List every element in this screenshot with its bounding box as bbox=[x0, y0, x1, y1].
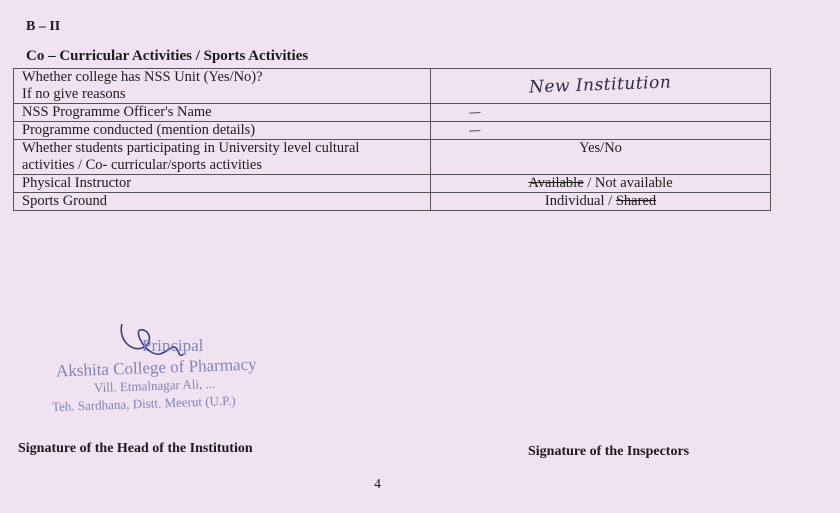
question-text: Programme conducted (mention details) bbox=[22, 122, 256, 138]
question-text: Whether college has NSS Unit (Yes/No)? bbox=[22, 69, 263, 85]
activities-table bbox=[13, 68, 771, 211]
question-text: Whether students participating in University level cultural bbox=[22, 140, 360, 156]
question-cell bbox=[14, 104, 431, 122]
table-row bbox=[14, 140, 771, 175]
table-row bbox=[14, 69, 771, 104]
table-row bbox=[14, 104, 771, 122]
stamp-title: Principal bbox=[142, 336, 204, 355]
handwritten-dash: — bbox=[468, 122, 482, 138]
answer-text: Individual / bbox=[544, 193, 616, 209]
handwritten-answer: New Institution bbox=[529, 72, 672, 98]
question-cell bbox=[14, 122, 431, 140]
page-number: 4 bbox=[374, 477, 381, 492]
question-cell bbox=[14, 140, 431, 175]
question-cell bbox=[14, 69, 431, 104]
question-cell bbox=[14, 175, 431, 193]
answer-cell bbox=[431, 69, 771, 104]
answer-cell bbox=[431, 122, 771, 140]
table-row bbox=[14, 193, 771, 211]
inspectors-signature-label: Signature of the Inspectors bbox=[528, 444, 690, 459]
question-text: NSS Programme Officer's Name bbox=[22, 104, 212, 120]
question-text: Sports Ground bbox=[22, 193, 107, 209]
struck-option: Shared bbox=[615, 193, 657, 209]
section-title: Co – Curricular Activities / Sports Activities bbox=[26, 48, 309, 64]
handwritten-dash: — bbox=[468, 104, 482, 120]
answer-text: Yes/No bbox=[579, 140, 622, 156]
stamp-institution: Akshita College of Pharmacy bbox=[55, 354, 257, 381]
question-cell bbox=[14, 193, 431, 211]
question-text: Physical Instructor bbox=[22, 175, 132, 191]
answer-cell bbox=[431, 140, 771, 175]
answer-text: / Not available bbox=[583, 175, 673, 191]
answer-cell bbox=[431, 104, 771, 122]
table-row bbox=[14, 175, 771, 193]
question-text: activities / Co- curricular/sports activities bbox=[22, 157, 262, 173]
institution-stamp bbox=[50, 318, 330, 428]
question-text: If no give reasons bbox=[22, 86, 126, 102]
struck-option: Available bbox=[528, 175, 584, 191]
answer-cell bbox=[431, 193, 771, 211]
answer-cell bbox=[431, 175, 771, 193]
head-signature-label: Signature of the Head of the Institution bbox=[18, 441, 253, 456]
section-code: B – II bbox=[26, 19, 61, 34]
stamp-address-line: Teh. Sardhana, Distt. Meerut (U.P.) bbox=[51, 392, 236, 415]
stamp-address-line: Vill. Etmalnagar Ali, ... bbox=[93, 375, 216, 396]
table-row bbox=[14, 122, 771, 140]
